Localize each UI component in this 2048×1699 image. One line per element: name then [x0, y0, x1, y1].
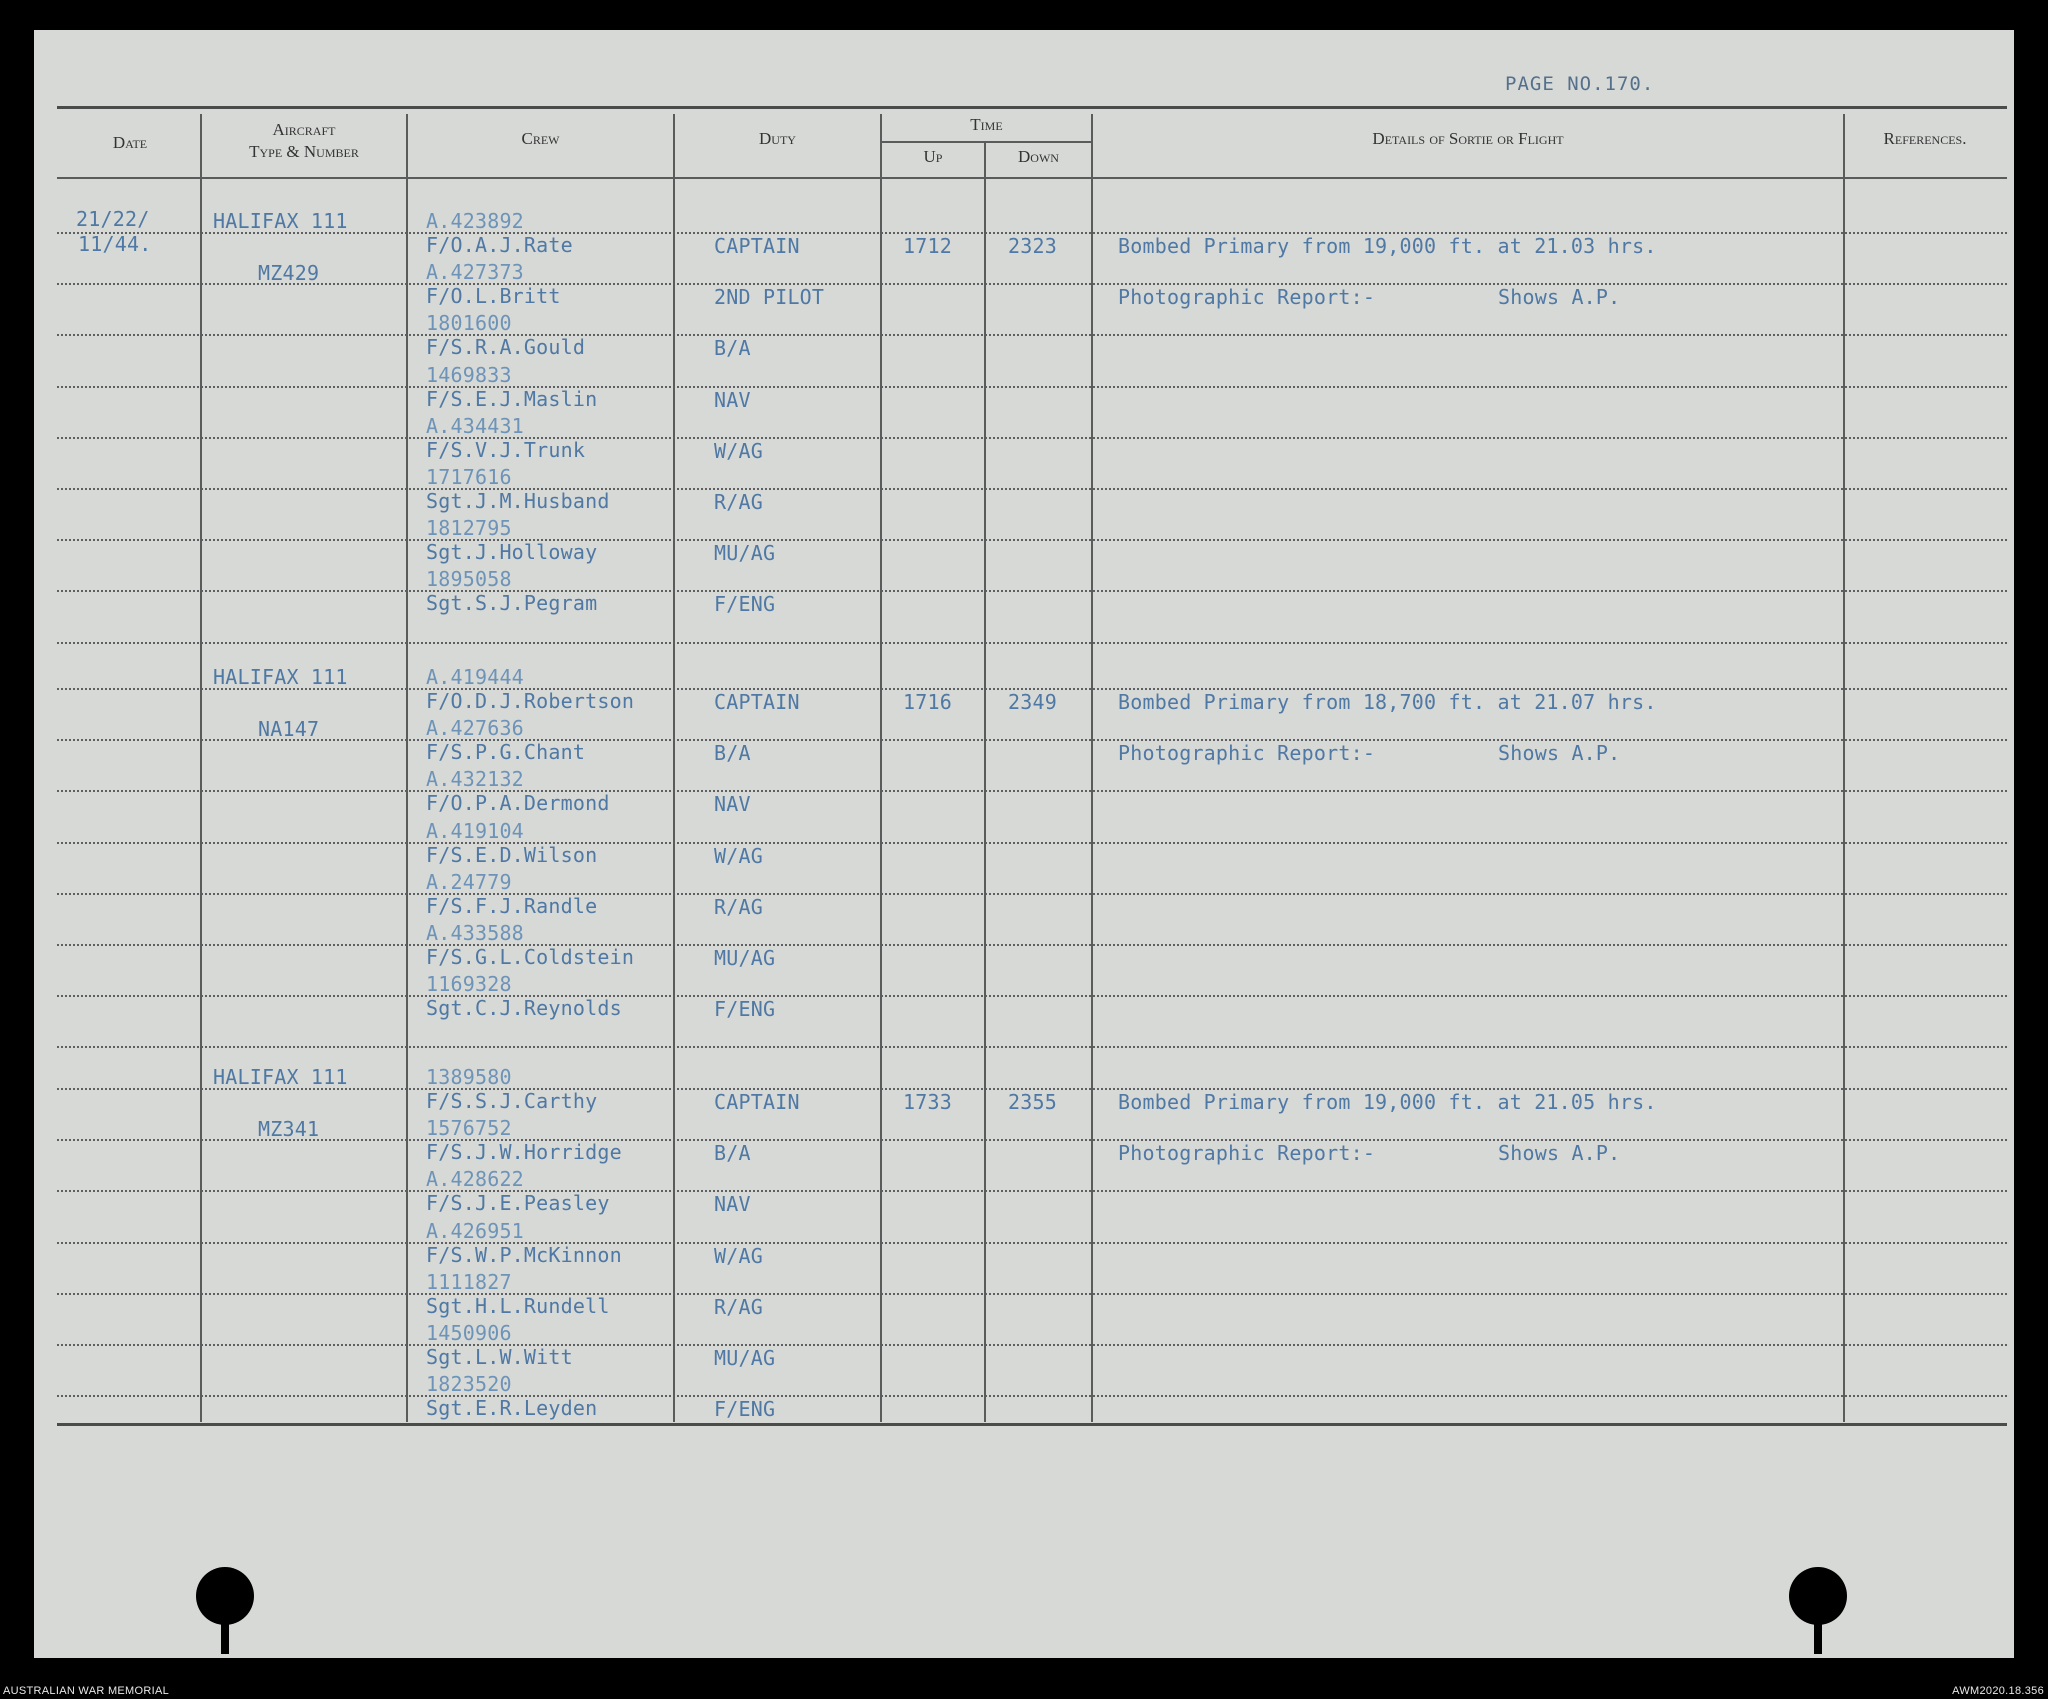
photo-report-value: Shows A.P.	[1498, 285, 1621, 309]
crew-service-number: 1823520	[426, 1372, 512, 1397]
time-up: 1712	[903, 234, 952, 258]
header-aircraft: Aircraft	[272, 120, 336, 139]
crew-name: F/O.A.J.Rate	[426, 233, 573, 257]
crew-duty: MU/AG	[714, 946, 776, 970]
row-rule	[57, 386, 2007, 388]
header-crew: Crew	[521, 129, 560, 148]
time-up: 1733	[903, 1090, 952, 1114]
crew-service-number: A.423892	[426, 209, 524, 233]
crew-duty: NAV	[714, 387, 751, 412]
crew-duty: R/AG	[714, 894, 763, 919]
footer-collection: AUSTRALIAN WAR MEMORIAL	[3, 1685, 170, 1697]
crew-service-number: A.432132	[426, 767, 524, 792]
crew-duty: B/A	[714, 1141, 751, 1166]
row-rule	[57, 1190, 2007, 1192]
aircraft-type: HALIFAX 111	[213, 209, 348, 233]
crew-name: F/S.J.W.Horridge	[426, 1140, 622, 1165]
crew-duty: W/AG	[714, 1243, 763, 1268]
record-sheet	[34, 30, 2014, 1658]
crew-service-number: 1450906	[426, 1321, 512, 1345]
crew-service-number: 1389580	[426, 1065, 512, 1089]
footer-accession-number: AWM2020.18.356	[1952, 1685, 2044, 1697]
crew-name: F/O.L.Britt	[426, 284, 561, 309]
row-rule	[57, 539, 2007, 541]
photo-report-label: Photographic Report:-	[1118, 741, 1376, 765]
row-rule	[57, 437, 2007, 439]
header-bottom-rule	[57, 177, 2007, 179]
date-line-1: 21/22/	[76, 207, 150, 231]
col-divider	[200, 114, 202, 1422]
crew-name: F/S.G.L.Coldstein	[426, 945, 635, 969]
crew-name: Sgt.H.L.Rundell	[426, 1293, 610, 1318]
crew-service-number: 1576752	[426, 1116, 512, 1141]
col-divider	[1843, 114, 1845, 1422]
time-down: 2323	[1008, 234, 1057, 258]
photo-report-label: Photographic Report:-	[1118, 1141, 1376, 1165]
crew-service-number: 1801600	[426, 311, 512, 336]
aircraft-number: NA147	[258, 717, 320, 741]
crew-duty: R/AG	[714, 490, 763, 514]
row-rule	[57, 739, 2007, 741]
crew-duty: F/ENG	[714, 997, 776, 1022]
header-time-up: Up	[923, 147, 943, 166]
aircraft-type: HALIFAX 111	[213, 665, 348, 689]
row-rule	[57, 1395, 2007, 1397]
crew-name: Sgt.S.J.Pegram	[426, 591, 598, 616]
crew-service-number: A.427636	[426, 716, 524, 741]
time-header-rule	[880, 141, 1092, 143]
crew-duty: CAPTAIN	[714, 234, 800, 258]
row-rule	[57, 944, 2007, 946]
crew-service-number: 1717616	[426, 465, 512, 489]
crew-duty: B/A	[714, 336, 751, 361]
crew-name: Sgt.C.J.Reynolds	[426, 996, 622, 1021]
photo-report-value: Shows A.P.	[1498, 741, 1621, 765]
header-references: References.	[1883, 129, 1967, 148]
crew-name: F/S.V.J.Trunk	[426, 437, 586, 462]
crew-service-number: A.433588	[426, 921, 524, 945]
crew-service-number: A.434431	[426, 413, 524, 438]
crew-service-number: 1469833	[426, 362, 512, 387]
crew-name: F/S.R.A.Gould	[426, 335, 586, 360]
row-rule	[57, 893, 2007, 895]
time-down: 2349	[1008, 690, 1057, 714]
row-rule	[57, 283, 2007, 285]
page-number: PAGE NO.170.	[1505, 73, 1655, 95]
crew-service-number: A.426951	[426, 1218, 524, 1243]
crew-service-number: A.427373	[426, 260, 524, 285]
crew-duty: NAV	[714, 1192, 751, 1217]
col-divider	[1091, 114, 1093, 1422]
row-rule	[57, 1242, 2007, 1244]
sortie-detail: Bombed Primary from 19,000 ft. at 21.03 hrs.	[1118, 234, 1657, 258]
crew-service-number: A.24779	[426, 869, 512, 894]
crew-duty: B/A	[714, 741, 751, 766]
crew-name: F/S.J.E.Peasley	[426, 1191, 610, 1216]
table-top-rule	[57, 106, 2007, 109]
punch-hole	[1789, 1567, 1847, 1625]
header-aircraft-type: Type & Number	[249, 142, 359, 161]
col-divider	[673, 114, 675, 1422]
crew-name: F/S.S.J.Carthy	[426, 1089, 598, 1113]
crew-duty: F/ENG	[714, 1397, 776, 1422]
crew-duty: R/AG	[714, 1294, 763, 1319]
row-rule	[57, 642, 2007, 644]
aircraft-type: HALIFAX 111	[213, 1065, 348, 1089]
punch-hole	[196, 1567, 254, 1625]
row-rule	[57, 1344, 2007, 1346]
crew-name: Sgt.J.Holloway	[426, 540, 598, 565]
row-rule	[57, 995, 2007, 997]
crew-service-number: A.428622	[426, 1167, 524, 1192]
crew-service-number: 1895058	[426, 567, 512, 592]
row-rule	[57, 1293, 2007, 1295]
col-divider	[984, 142, 986, 1422]
row-rule	[57, 842, 2007, 844]
crew-name: F/S.E.D.Wilson	[426, 842, 598, 867]
crew-service-number: A.419444	[426, 665, 524, 689]
row-rule	[57, 590, 2007, 592]
crew-duty: MU/AG	[714, 541, 776, 566]
photo-report-value: Shows A.P.	[1498, 1141, 1621, 1165]
crew-duty: MU/AG	[714, 1346, 776, 1370]
date-line-2: 11/44.	[78, 232, 152, 256]
crew-service-number: 1169328	[426, 972, 512, 997]
crew-service-number: A.419104	[426, 818, 524, 843]
crew-duty: F/ENG	[714, 592, 776, 617]
crew-name: F/S.E.J.Maslin	[426, 386, 598, 411]
crew-duty: W/AG	[714, 438, 763, 463]
crew-duty: NAV	[714, 792, 751, 817]
sortie-detail: Bombed Primary from 19,000 ft. at 21.05 hrs.	[1118, 1090, 1657, 1114]
header-time-down: Down	[1018, 147, 1059, 166]
crew-name: Sgt.L.W.Witt	[426, 1345, 573, 1369]
table-bottom-rule	[57, 1423, 2007, 1426]
crew-duty: CAPTAIN	[714, 1090, 800, 1114]
row-rule	[57, 790, 2007, 792]
punch-hole-slot	[221, 1618, 229, 1654]
crew-name: F/S.W.P.McKinnon	[426, 1242, 622, 1267]
header-details: Details of Sortie or Flight	[1372, 129, 1564, 148]
crew-service-number: 1111827	[426, 1269, 512, 1294]
punch-hole-slot	[1814, 1618, 1822, 1654]
crew-duty: W/AG	[714, 843, 763, 868]
header-date: Date	[112, 133, 148, 152]
time-up: 1716	[903, 690, 952, 714]
aircraft-number: MZ341	[258, 1117, 320, 1141]
row-rule	[57, 334, 2007, 336]
col-divider	[406, 114, 408, 1422]
crew-name: F/O.D.J.Robertson	[426, 689, 635, 713]
crew-name: F/O.P.A.Dermond	[426, 791, 610, 816]
crew-name: Sgt.J.M.Husband	[426, 489, 610, 513]
crew-name: F/S.F.J.Randle	[426, 893, 598, 918]
crew-service-number: 1812795	[426, 516, 512, 541]
crew-duty: 2ND PILOT	[714, 285, 825, 310]
row-rule	[57, 488, 2007, 490]
row-rule	[57, 1139, 2007, 1141]
header-duty: Duty	[759, 129, 796, 148]
row-rule	[57, 1046, 2007, 1048]
sortie-detail: Bombed Primary from 18,700 ft. at 21.07 hrs.	[1118, 690, 1657, 714]
col-divider	[880, 114, 882, 1422]
crew-name: F/S.P.G.Chant	[426, 740, 586, 765]
crew-name: Sgt.E.R.Leyden	[426, 1396, 598, 1421]
time-down: 2355	[1008, 1090, 1057, 1114]
header-time: Time	[970, 115, 1003, 134]
aircraft-number: MZ429	[258, 261, 320, 285]
photo-report-label: Photographic Report:-	[1118, 285, 1376, 309]
crew-duty: CAPTAIN	[714, 690, 800, 714]
